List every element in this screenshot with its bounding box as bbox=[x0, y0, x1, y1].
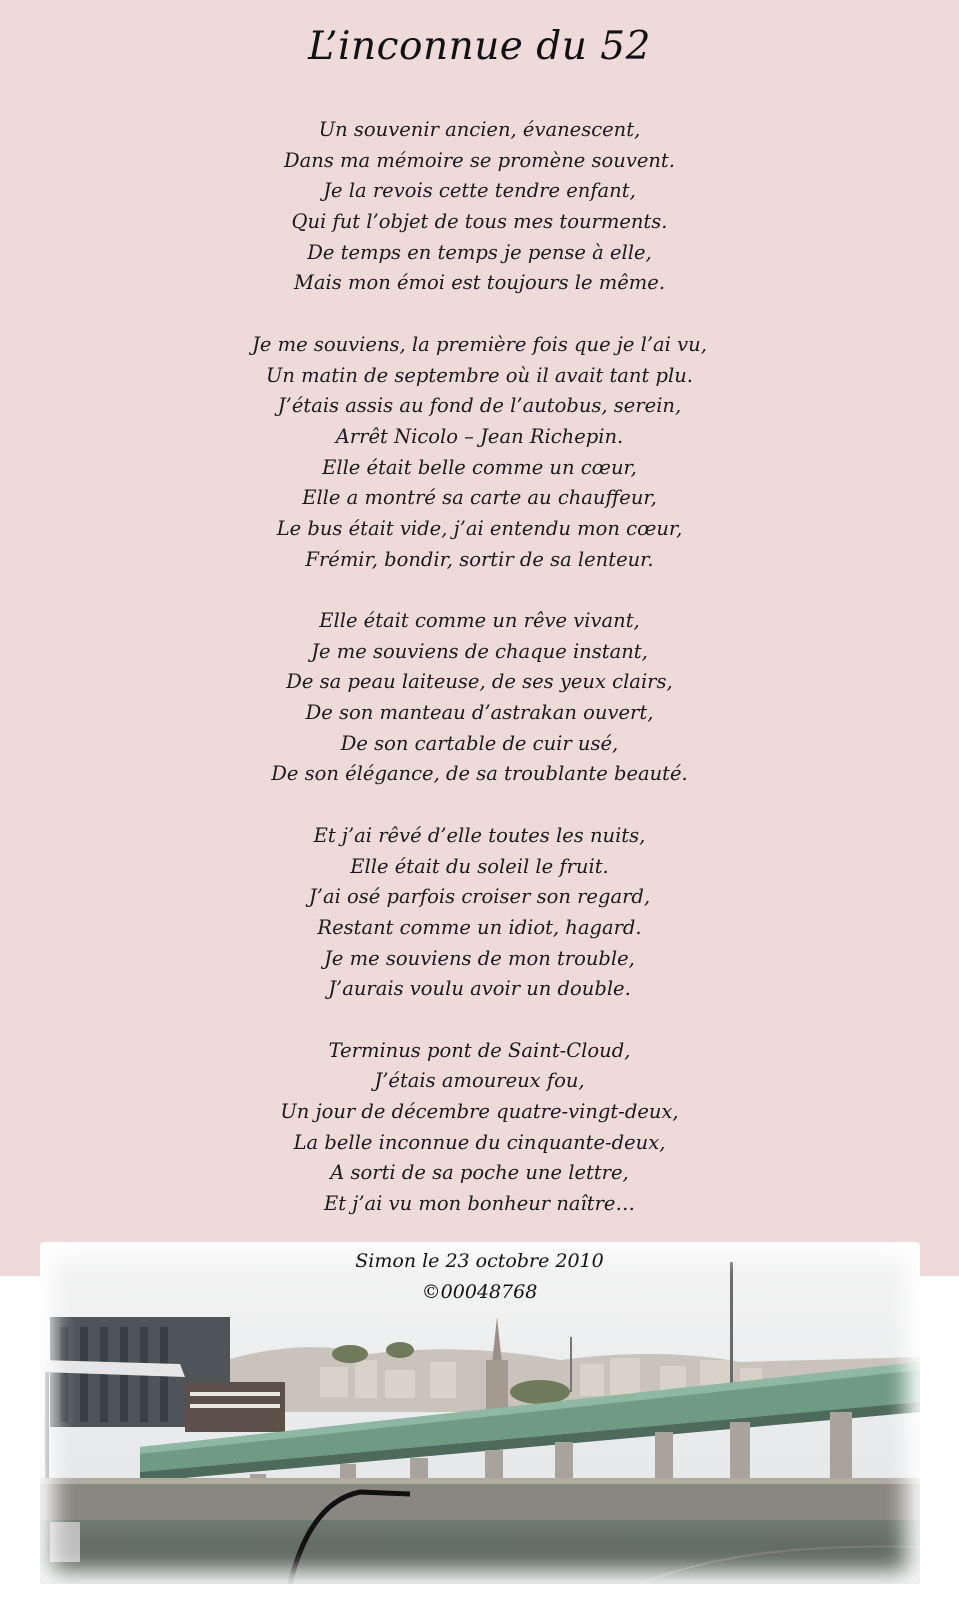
poem-line: J’aurais voulu avoir un double. bbox=[328, 977, 631, 1001]
poem-line: Frémir, bondir, sortir de sa lenteur. bbox=[305, 547, 654, 571]
signature-copyright: ©00048768 bbox=[421, 1281, 538, 1303]
poem-line: La belle inconnue du cinquante-deux, bbox=[293, 1130, 666, 1154]
stanza bbox=[0, 606, 959, 790]
stanza bbox=[0, 821, 959, 1005]
stanza bbox=[0, 115, 959, 299]
poem-line: De son manteau d’astrakan ouvert, bbox=[305, 701, 654, 725]
stanza bbox=[0, 330, 959, 576]
poem-body bbox=[0, 115, 959, 1250]
poem-line: Je me souviens de mon trouble, bbox=[324, 946, 635, 970]
poem-line: De sa peau laiteuse, de ses yeux clairs, bbox=[286, 670, 673, 694]
poem-line: J’étais assis au fond de l’autobus, serein, bbox=[277, 394, 682, 418]
poem-line: Elle était comme un rêve vivant, bbox=[319, 609, 640, 632]
poem-line: Elle a montré sa carte au chauffeur, bbox=[302, 486, 657, 510]
poem-line: A sorti de sa poche une lettre, bbox=[330, 1161, 629, 1185]
signature-author-date: Simon le 23 octobre 2010 bbox=[355, 1250, 604, 1272]
poem-line: Mais mon émoi est toujours le même. bbox=[293, 271, 666, 295]
poem-line: Un souvenir ancien, évanescent, bbox=[318, 118, 641, 141]
poem-line: Je me souviens de chaque instant, bbox=[311, 639, 648, 663]
poem-line: Et j’ai vu mon bonheur naître… bbox=[324, 1192, 635, 1216]
poem-line: De temps en temps je pense à elle, bbox=[307, 240, 652, 264]
poem-line: J’ai osé parfois croiser son regard, bbox=[308, 885, 651, 909]
poem-line: Un jour de décembre quatre-vingt-deux, bbox=[280, 1100, 679, 1123]
poem-line: Et j’ai rêvé d’elle toutes les nuits, bbox=[313, 823, 646, 847]
poem-line: Dans ma mémoire se promène souvent. bbox=[284, 148, 675, 172]
poem-line: Qui fut l’objet de tous mes tourments. bbox=[291, 210, 668, 234]
poem-line: Arrêt Nicolo – Jean Richepin. bbox=[335, 424, 624, 448]
poem-line: Le bus était vide, j’ai entendu mon cœur, bbox=[276, 516, 683, 540]
stanza bbox=[0, 1036, 959, 1220]
poem-line: De son cartable de cuir usé, bbox=[340, 731, 619, 755]
poem-line: Je me souviens, la première fois que je l’ai vu, bbox=[252, 332, 707, 356]
poem-line: Un matin de septembre où il avait tant plu. bbox=[265, 363, 694, 387]
poem-line: J’étais amoureux fou, bbox=[374, 1069, 585, 1093]
poem-line: Restant comme un idiot, hagard. bbox=[317, 915, 642, 939]
poem-line: Elle était du soleil le fruit. bbox=[350, 854, 609, 878]
poem-title: L’inconnue du 52 bbox=[308, 24, 651, 69]
poem-line: Je la revois cette tendre enfant, bbox=[323, 179, 636, 203]
poem-line: Elle était belle comme un cœur, bbox=[322, 455, 637, 479]
poem-line: Terminus pont de Saint-Cloud, bbox=[328, 1038, 631, 1062]
poem-line: De son élégance, de sa troublante beauté. bbox=[271, 762, 688, 786]
